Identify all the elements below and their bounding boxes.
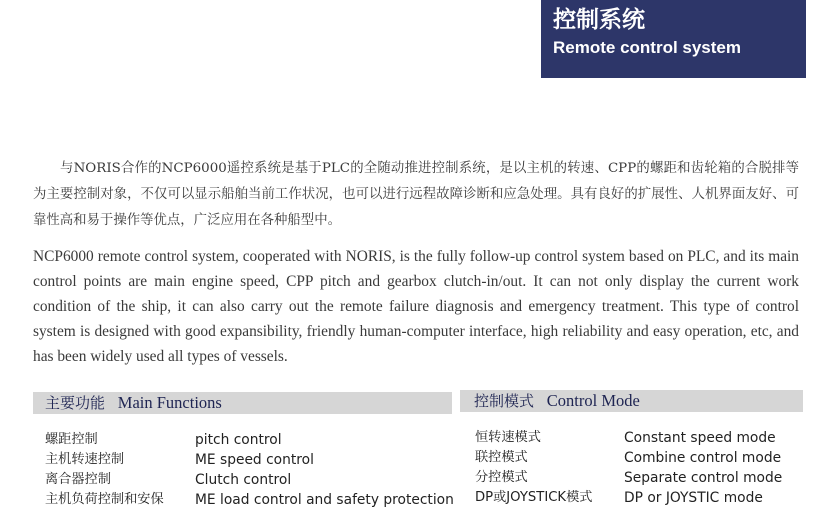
- function-name-cn: 主机转速控制: [45, 452, 125, 467]
- function-name-cn: 离合器控制: [45, 472, 111, 487]
- control-mode-heading-en: Control Mode: [546, 391, 640, 410]
- list-item: [45, 490, 460, 510]
- control-mode-list: [475, 428, 805, 508]
- mode-name-cn: 恒转速模式: [475, 430, 541, 445]
- mode-name-en: DP or JOYSTIC mode: [624, 490, 763, 506]
- mode-name-cn: DP或JOYSTICK模式: [475, 490, 593, 505]
- mode-name-en: Constant speed mode: [624, 430, 776, 446]
- page-title-en: Remote control system: [553, 38, 741, 57]
- mode-name-cn: 分控模式: [475, 470, 528, 485]
- function-name-en: ME load control and safety protection: [195, 492, 454, 508]
- page-title-cn: 控制系统: [553, 7, 645, 33]
- control-mode-heading-cn: 控制模式: [474, 392, 535, 410]
- function-name-cn: 主机负荷控制和安保: [45, 492, 164, 507]
- list-item: [45, 470, 460, 490]
- mode-name-en: Separate control mode: [624, 470, 783, 486]
- list-item: [45, 450, 460, 470]
- list-item: [475, 488, 805, 508]
- main-functions-heading: [33, 392, 452, 414]
- list-item: [475, 468, 805, 488]
- function-name-en: ME speed control: [195, 452, 314, 468]
- function-name-cn: 螺距控制: [45, 432, 98, 447]
- main-functions-heading-cn: 主要功能: [45, 394, 106, 412]
- main-functions-heading-en: Main Functions: [117, 393, 222, 412]
- list-item: [475, 448, 805, 468]
- title-block: [541, 0, 806, 78]
- function-name-en: Clutch control: [195, 472, 292, 488]
- intro-paragraph-en: NCP6000 remote control system, cooperated with NORIS, is the fully follow-up control system based on PLC, and its main control points are main engine speed, CPP pitch and gearbox clutch-in/out. It can not only display the current work condition of the ship, it can also carry out the remote failure diagnosis and emergency treatment. This type of control system is designed with good expansibility, friendly human-computer interface, high reliability and easy operation, etc, and has been widely used all types of vessels.: [33, 248, 799, 365]
- list-item: [475, 428, 805, 448]
- list-item: [45, 430, 460, 450]
- main-functions-list: [45, 430, 460, 510]
- function-name-en: pitch control: [195, 432, 282, 448]
- mode-name-en: Combine control mode: [624, 450, 782, 466]
- mode-name-cn: 联控模式: [475, 450, 528, 465]
- intro-paragraph-cn: 与NORIS合作的NCP6000遥控系统是基于PLC的全随动推进控制系统，是以主机的转速、CPP的螺距和齿轮箱的合脱排等为主要控制对象，不仅可以显示船舶当前工作状况，也可以进行远程故障诊断和应急处理。具有良好的扩展性、人机界面友好、可靠性高和易于操作等优点，广泛应用在各种船型中。: [33, 161, 799, 228]
- control-mode-heading: [460, 390, 803, 412]
